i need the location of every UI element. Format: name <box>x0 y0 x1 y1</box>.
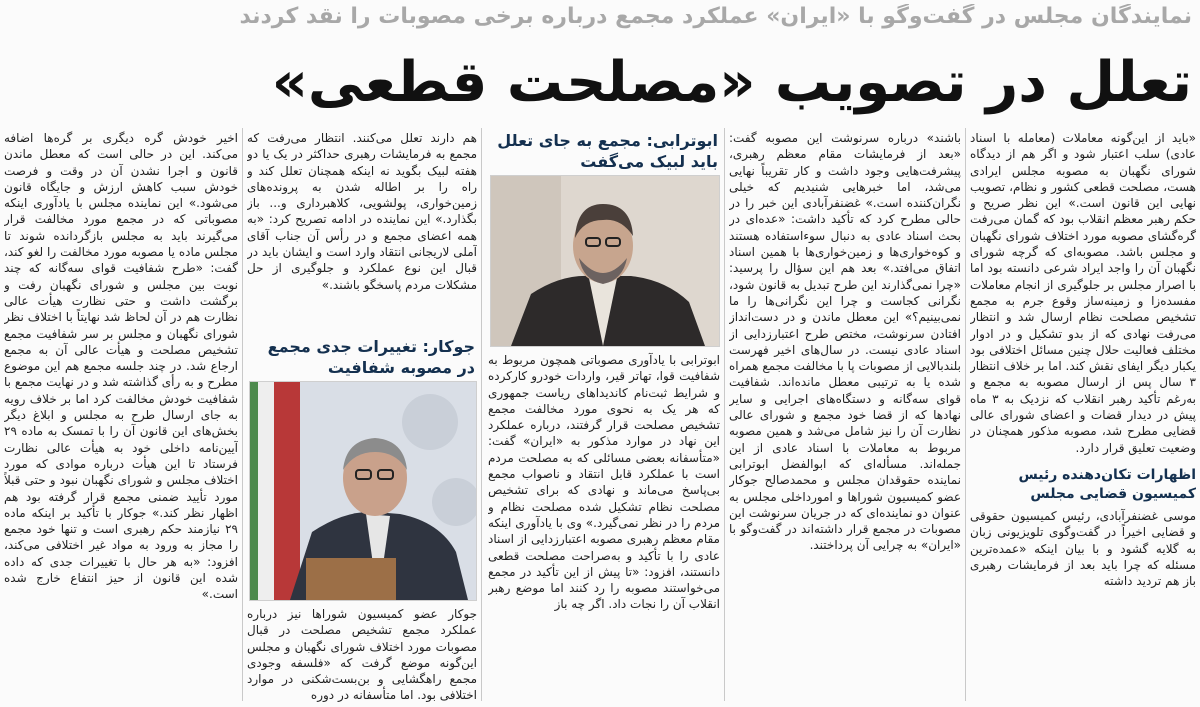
column-divider <box>965 128 966 701</box>
article-column-1 <box>970 130 1196 704</box>
subhead-ghazanfarabadi: اظهارات تکان‌دهنده رئیس کمیسیون قضایی مجلس <box>1018 466 1196 502</box>
paragraph-intro: «باید از این‌گونه معاملات (معامله با اسناد عادی) سلب اعتبار شود و اگر هم از دیدگاه شورای نگهبان به مصوبه مجلس ایرادی هست، مصلحت قطعی کشور و نظام، تصویب نهایی این قانون است.» این نظر صریح و حکم رهبر معظم انقلاب بود که گمان می‌رفت گره‌گشای مصوبه مورد اختلاف شورای نگهبان و مجلس باشد. مصوبه‌ای که گرچه شورای نگهبان آن را واجد ایراد شرعی دانسته بود اما با اصرار مجلس بر جلوگیری از انجام معاملات مفسده‌زا و زمینه‌ساز وقوع جرم به مجمع تشخیص مصلحت نظام ارسال شد و انتظار می‌رفت نهادی که از بدو تشکیل و در ادوار مختلف فعالیت حلال چنین مسائل اختلافی بود یکبار دیگر ایفای نقش کند. اما بر خلاف انتظار ۳ سال پس از ارسال مصوبه به مجمع و به‌رغم تأکید رهبر انقلاب که نزدیک به ۳ ماه پیش در دیدار قضات و اعضای شورای عالی قضایی مطرح شد، مصوبه مذکور همچنان در وضعیت تعلیق قرار دارد. <box>970 131 1196 455</box>
paragraph: هم دارند تعلل می‌کنند. انتظار می‌رفت که مجمع به فرمایشات رهبری حداکثر در یک یا دو هفته لبیک بگوید نه اینکه همچنان تعلل کند و راه را بر اطاله شدن به پرونده‌های زمین‌خواری، پولشویی، کلاهبرداری و... باز بگذارد.» این نماینده در ادامه تصریح کرد: «به همه اعضای مجمع و در رأس آن جناب آقای آملی لاریجانی انتقاد وارد است و ایشان باید در قبال این نوع عملکرد و جلوگیری از حل مشکلات مردم پاسخگو باشند.» <box>247 131 477 292</box>
jokar-box-title: جوکار: تغییرات جدی مجمع در مصوبه شفافیت <box>267 337 475 377</box>
abutorabi-photo <box>490 175 720 347</box>
article-column-5 <box>4 130 238 704</box>
column-divider <box>481 128 482 701</box>
portrait-image <box>491 176 719 346</box>
column-divider <box>724 128 725 701</box>
kicker-headline: نمایندگان مجلس در گفت‌وگو با «ایران» عملکرد مجمع درباره برخی مصوبات را نقد کردند <box>239 4 1192 29</box>
abutorabi-box-title: ابوترابی: مجمع به جای تعلل باید لبیک می‌گفت <box>497 131 718 171</box>
portrait-image <box>250 382 476 600</box>
column-divider <box>242 128 243 701</box>
paragraph: ابوترابی با یادآوری مصوباتی همچون مربوط به شفافیت قوا، تهاتر قیر، واردات خودرو کارکرده و شرایط ثبت‌نام کاندیداهای ریاست جمهوری که هر یک به نحوی مورد مخالفت مجمع تشخیص مصلحت قرار گرفتند، درباره عملکرد این نهاد در موارد مذکور به «ایران» گفت: «متأسفانه بعضی مسائلی که به مصلحت مردم است با عملکرد قابل انتقاد و ناصواب مجمع بی‌پاسخ می‌ماند و نهادی که برای تشخیص مصلحت نظام تشکیل شده مصلحت نظام و مردم را در نظر نمی‌گیرد.» وی با یادآوری اینکه مقام معظم رهبری مصوبه اعتبارزدایی از اسناد عادی را با تأکید و به‌صراحت مصلحت قطعی دانستند، افزود: «تا پیش از این تأکید در مجمع می‌خواستند مصوبه را رد کنند اما موضع رهبر انقلاب آن را نجات داد. اگر چه باز <box>488 353 720 612</box>
paragraph: جوکار عضو کمیسیون شوراها نیز درباره عملکرد مجمع تشخیص مصلحت در قبال مصوبات مورد اختلاف شورای نگهبان و مجلس این‌گونه موضع گرفت که «فلسفه وجودی مجمع راهگشایی و بن‌بست‌شکنی در موارد اختلافی بود. اما متأسفانه در دوره <box>247 607 477 703</box>
paragraph: باشند» درباره سرنوشت این مصوبه گفت: «بعد از فرمایشات مقام معظم رهبری، پیشرفت‌هایی وجود داشت و کار تقریباً نهایی می‌شد، اما خبرهایی شنیدیم که خیلی نگران‌کننده است.» غضنفرآبادی این خبر را در حالی مطرح کرد که تأکید داشت: «عده‌ای در بحث اسناد عادی به دنبال سوءاستفاده هستند و کوه‌خواری‌ها و زمین‌خواری‌ها با همین اسناد اتفاق می‌افتد.» بعد هم این سؤال را پرسید: «چرا نمی‌گذارند این طرح تبدیل به قانون شود، نگرانی کجاست و چرا این نگرانی‌ها را ما نمی‌بینیم؟» این معطل ماندن و در دست‌انداز افتادن سرنوشت، مختص طرح اعتبارزدایی از اسناد عادی نیست. در سال‌های اخیر فهرست بلندبالایی از مصوبات پا با مخالفت مجمع همراه شده یا به ترتیبی معطل مانده‌اند. شفافیت قوای سه‌گانه و دستگاه‌های اجرایی و سایر نهادها که از قضا خود مجمع و شورای عالی نظارت آن را نیز شامل می‌شد و همین مصوبه مربوط به معاملات با اسناد عادی از این جمله‌اند. مسأله‌ای که ابوالفضل ابوترابی نماینده حقوقدان مجلس و محمدصالح جوکار عضو کمیسیون شوراها و امورداخلی مجلس به عنوان دو نماینده‌ای که در جریان سرنوشت این مصوبات در مجمع قرار داشته‌اند در گفت‌وگو با «ایران» به چرایی آن پرداختند. <box>729 131 961 553</box>
paragraph: اخیر خودش گره دیگری بر گره‌ها اضافه می‌کند. این در حالی است که معطل ماندن قانون و اجرا نشدن آن در وقت و فرصت خودش سبب کاهش ارزش و جایگاه قانون می‌شود.» این نماینده مجلس با یادآوری اینکه مصوباتی که در مجمع مورد مخالفت قرار می‌گیرند باید به مجلس بازگردانده شوند تا مجلس ماده یا مصوبه مورد مخالفت را لغو کند، گفت: «طرح شفافیت قوای سه‌گانه که چند نوبت بین مجلس و شورای نگهبان رفت و برگشت داشت و حتی نظارت هیأت عالی نظارت هم در آن لحاظ شد نهایتاً با اختلاف نظر شورای نگهبان و مجلس بر سر شفافیت مجمع تشخیص مصلحت و هیأت عالی آن به مجمع ارجاع شد. در چند جلسه مجمع هم این موضوع مطرح و به رأی گذاشته شد و در نهایت مجمع با شفافیت خودش مخالفت کرد اما بر خلاف رویه به جای ارسال طرح به مجلس و ابلاغ دیگر بخش‌های این قانون آن را با تمسک به ماده ۲۹ آیین‌نامه داخلی خود به هیأت عالی نظارت فرستاد تا این هیأت درباره موادی که مورد اختلاف مجلس و شورای نگهبان نبود و حتی قبلاً مورد تأیید ضمنی مجمع قرار گرفته بود هم اظهار نظر کند.» جوکار با تأکید بر اینکه ماده ۲۹ نیازمند حکم رهبری است و تنها خود مجمع را مجاز به ورود به مواد غیر اختلافی می‌کند، افزود: «به هر حال با تغییرات جدی که داده شده این قانون از حیز انتفاع خارج شده است.» <box>4 131 238 602</box>
main-headline: تعلل در تصویب «مصلحت قطعی» <box>271 50 1192 115</box>
article-column-4-top <box>247 130 477 330</box>
jokar-photo <box>249 381 477 601</box>
article-column-3 <box>488 352 720 704</box>
article-column-4-bottom <box>247 606 477 704</box>
paragraph: موسی غضنفرآبادی، رئیس کمیسیون حقوقی و قضایی اخیراً در گفت‌وگوی تلویزیونی زبان به گلایه گشود و با بیان اینکه «عمده‌ترین مسئله که چرا باید بعد از فرمایشات رهبری باز هم تردید داشته <box>970 508 1196 589</box>
article-column-2 <box>729 130 961 704</box>
